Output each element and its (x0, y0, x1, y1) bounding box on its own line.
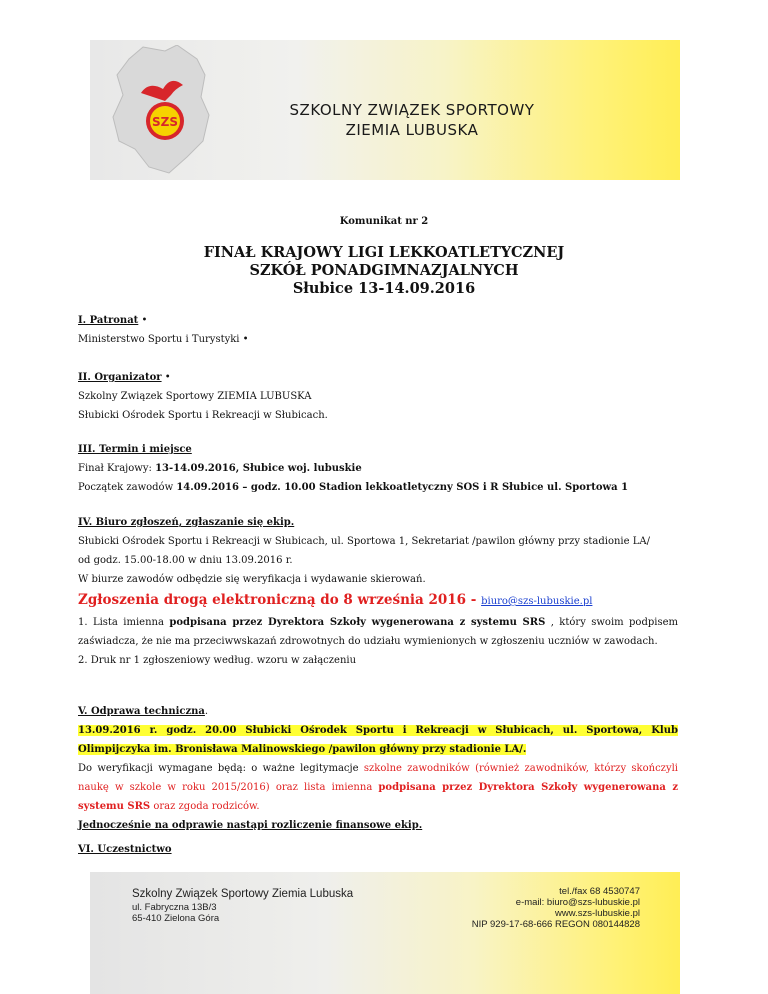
section-heading: II. Organizator (78, 372, 162, 383)
text-line: Słubicki Ośrodek Sportu i Rekreacji w Słubicach. (78, 410, 328, 421)
text-bold: 13-14.09.2016, Słubice woj. lubuskie (155, 463, 362, 474)
footer-address (132, 886, 353, 924)
text-bold: podpisana przez Dyrektora Szkoły wygenerowana z systemu SRS (169, 617, 546, 628)
section-heading: I. Patronat (78, 315, 139, 326)
text-line: Szkolny Związek Sportowy ZIEMIA LUBUSKA (78, 391, 312, 402)
title-line-3: Słubice 13-14.09.2016 (292, 280, 476, 297)
text: . (204, 706, 209, 717)
bullet: • (161, 372, 171, 383)
org-line-1: SZKOLNY ZWIĄZEK SPORTOWY (289, 101, 535, 119)
svg-text:SZS: SZS (152, 115, 178, 129)
text-red-bold: podpisana przez Dyrektora Szkoły wygenerowana z systemu SRS (78, 782, 678, 812)
text: , który swoim podpisem zaświadcza, że nie ma przeciwwskazań zdrowotnych do udziału wymienionych w zgłoszeniu uczniów w zawodach. (78, 617, 678, 647)
section-odprawa (78, 702, 678, 835)
section-biuro (78, 513, 678, 670)
text-line: Słubicki Ośrodek Sportu i Rekreacji w Słubicach, ul. Sportowa 1, Sekretariat /pawilon główny przy stadionie LA/ (78, 536, 650, 547)
section-patronat (78, 311, 678, 349)
title-line-1: FINAŁ KRAJOWY LIGI LEKKOATLETYCZNEJ (203, 244, 565, 261)
footer-nip: NIP 929-17-68-666 REGON 080144828 (471, 919, 640, 930)
deadline-notice: Zgłoszenia drogą elektroniczną do 8 września 2016 - (78, 592, 482, 608)
organization-name (262, 100, 562, 140)
text-line: 2. Druk nr 1 zgłoszeniowy według. wzoru w załączeniu (78, 655, 357, 666)
footer-street: ul. Fabryczna 13B/3 (132, 902, 217, 913)
text: Finał Krajowy: (78, 463, 156, 474)
section-heading: V. Odprawa techniczna (78, 706, 205, 717)
org-line-2: ZIEMIA LUBUSKA (345, 121, 479, 139)
highlighted-meeting: 13.09.2016 r. godz. 20.00 Słubicki Ośrodek Sportu i Rekreacji w Słubicach, ul. Sportowa, Klub Olimpijczyka im. Bronisława Malinowskiego /pawilon główny przy stadionie LA/. (78, 725, 678, 755)
footer-city: 65-410 Zielona Góra (132, 913, 220, 924)
section-heading: III. Termin i miejsce (78, 444, 192, 455)
text: Do weryfikacji wymagane będą: o ważne legitymacje (78, 763, 364, 774)
text-red: szkolne zawodników (również zawodników, którzy skończyli naukę w szkole w roku 2015/2016) oraz lista imienna (78, 763, 678, 793)
bullet: • (138, 315, 148, 326)
section-heading: VI. Uczestnictwo (78, 844, 172, 855)
section-termin (78, 440, 678, 497)
footer-contact (472, 886, 640, 930)
text-bold: 14.09.2016 – godz. 10.00 Stadion lekkoatletyczny SOS i R Słubice ul. Sportowa 1 (176, 482, 629, 493)
text: 1. Lista imienna (78, 617, 170, 628)
section-heading: IV. Biuro zgłoszeń, zgłaszanie się ekip. (78, 517, 295, 528)
komunikat-label: Komunikat nr 2 (339, 216, 429, 227)
footer-www: www.szs-lubuskie.pl (555, 908, 640, 919)
footer-email: e-mail: biuro@szs-lubuskie.pl (515, 897, 640, 908)
email-link[interactable]: biuro@szs-lubuskie.pl (481, 596, 593, 607)
title-line-2: SZKÓŁ PONADGIMNAZJALNYCH (249, 262, 519, 279)
text-line: Ministerstwo Sportu i Turystyki • (78, 334, 249, 345)
section-organizator (78, 368, 678, 425)
section-uczestnictwo (78, 840, 678, 859)
szs-logo (105, 45, 225, 175)
footer-org-name: Szkolny Związek Sportowy Ziemia Lubuska (132, 888, 354, 900)
text-line: W biurze zawodów odbędzie się weryfikacja i wydawanie skierowań. (78, 574, 426, 585)
text: Początek zawodów (78, 482, 177, 493)
document-title (0, 244, 768, 298)
text-red: oraz zgoda rodziców. (150, 801, 260, 812)
text-line: od godz. 15.00-18.00 w dniu 13.09.2016 r. (78, 555, 293, 566)
footer-tel: tel./fax 68 4530747 (559, 886, 640, 897)
settlement-note: Jednocześnie na odprawie nastąpi rozliczenie finansowe ekip. (78, 820, 423, 831)
